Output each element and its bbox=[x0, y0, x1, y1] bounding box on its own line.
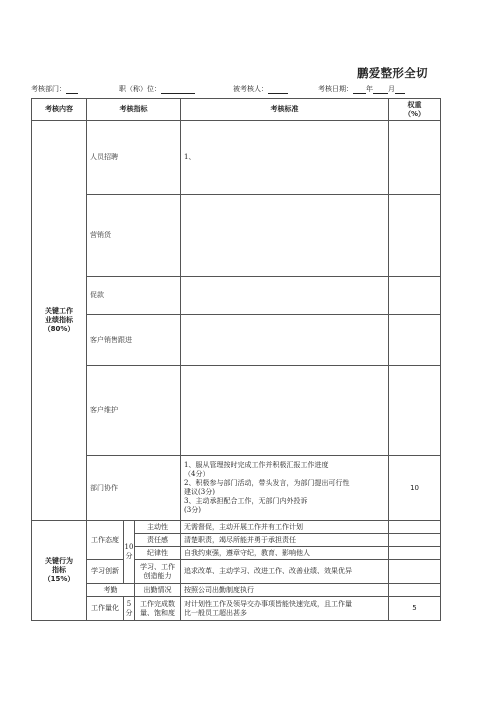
reviewee-blank[interactable] bbox=[268, 86, 288, 94]
attitude-score-cell bbox=[124, 521, 135, 584]
table-row bbox=[32, 456, 441, 521]
position-blank[interactable] bbox=[161, 86, 195, 94]
table-row bbox=[32, 121, 441, 195]
position-field bbox=[119, 84, 195, 94]
behavior-standard-cell bbox=[181, 597, 389, 621]
quantify-score-cell: 5分 bbox=[124, 597, 135, 621]
quantify-standard-line1: 对计划性工作及领导交办事项皆能快速完成，且工作量 bbox=[184, 599, 353, 608]
weight-cell[interactable] bbox=[389, 547, 441, 560]
standard-cell[interactable] bbox=[181, 195, 389, 277]
attendance-cell: 考勤 bbox=[87, 584, 135, 597]
header-weight-line2: （%） bbox=[404, 109, 426, 118]
behavior-standard-cell: 追求改革、主动学习、改进工作、改善业绩、效果优异 bbox=[181, 560, 389, 584]
position-label: 职（称）位： bbox=[119, 85, 161, 93]
section1-line2: 业绩指标 bbox=[45, 316, 73, 324]
learning-cell: 学习创新 bbox=[87, 560, 124, 584]
month-label: 月 bbox=[388, 85, 395, 93]
indicator-cell: 部门协作 bbox=[87, 456, 181, 521]
weight-cell[interactable] bbox=[389, 560, 441, 584]
standard-line: 1、服从管理按时完成工作并积极汇报工作进度 bbox=[184, 461, 329, 469]
behavior-item-cell: 纪律性 bbox=[135, 547, 181, 560]
table-row bbox=[32, 195, 441, 277]
year-label: 年 bbox=[366, 85, 373, 93]
attitude-score-line1: 10 bbox=[124, 543, 134, 551]
standard-line: (3分) bbox=[184, 506, 201, 514]
table-row bbox=[32, 277, 441, 315]
table-row bbox=[32, 584, 441, 597]
weight-cell[interactable] bbox=[389, 521, 441, 534]
page-title: 鹏爱整形全切 bbox=[357, 66, 428, 80]
weight-cell[interactable]: 10 bbox=[389, 456, 441, 521]
weight-cell[interactable] bbox=[389, 195, 441, 277]
weight-cell[interactable] bbox=[389, 534, 441, 547]
quantify-cell: 工作量化 bbox=[87, 597, 124, 621]
day-blank[interactable] bbox=[395, 86, 405, 94]
weight-cell[interactable] bbox=[389, 315, 441, 366]
weight-cell[interactable] bbox=[389, 584, 441, 597]
weight-cell[interactable] bbox=[389, 277, 441, 315]
standard-line: （4分） bbox=[184, 470, 210, 478]
header-weight bbox=[389, 99, 441, 121]
year-blank[interactable] bbox=[353, 86, 366, 94]
header-content: 考核内容 bbox=[32, 99, 87, 121]
behavior-item-cell: 责任感 bbox=[135, 534, 181, 547]
behavior-standard-cell: 按照公司出勤制度执行 bbox=[181, 584, 389, 597]
behavior-item-cell: 主动性 bbox=[135, 521, 181, 534]
indicator-cell: 促款 bbox=[87, 277, 181, 315]
standard-cell[interactable] bbox=[181, 456, 389, 521]
standard-line: 2、积极参与部门活动，带头发言，为部门提出可行性 bbox=[184, 479, 350, 487]
dept-blank[interactable] bbox=[66, 86, 78, 94]
learning-item-line2: 创造能力 bbox=[143, 571, 172, 580]
standard-cell[interactable]: 1、 bbox=[181, 121, 389, 195]
indicator-cell: 营销货 bbox=[87, 195, 181, 277]
dept-label: 考核部门： bbox=[31, 85, 66, 93]
assessment-table bbox=[31, 98, 441, 621]
reviewee-label: 被考核人： bbox=[233, 85, 268, 93]
table-header-row bbox=[32, 99, 441, 121]
weight-cell[interactable] bbox=[389, 121, 441, 195]
indicator-cell: 客户维护 bbox=[87, 366, 181, 456]
behavior-standard-cell: 自我约束强，遵章守纪，教育、影响他人 bbox=[181, 547, 389, 560]
indicator-cell: 客户销售跟进 bbox=[87, 315, 181, 366]
weight-cell[interactable]: 5 bbox=[389, 597, 441, 621]
standard-cell[interactable] bbox=[181, 315, 389, 366]
table-row bbox=[32, 560, 441, 584]
section-key-performance bbox=[32, 121, 87, 521]
date-field bbox=[318, 84, 405, 94]
section1-line1: 关键工作 bbox=[45, 307, 73, 315]
header-weight-line1: 权重 bbox=[407, 100, 422, 109]
behavior-item-cell bbox=[135, 597, 181, 621]
section2-line2: 指标 bbox=[52, 566, 66, 574]
attitude-score-line2: 分 bbox=[125, 552, 133, 560]
table-row bbox=[32, 315, 441, 366]
quantify-item-line2: 量、饱和度 bbox=[140, 608, 176, 617]
section2-line3: （15%） bbox=[43, 575, 75, 583]
month-blank[interactable] bbox=[373, 86, 388, 94]
section2-line1: 关键行为 bbox=[45, 557, 73, 565]
quantify-item-line1: 工作完成数 bbox=[140, 599, 176, 608]
reviewee-field bbox=[233, 84, 288, 94]
header-standard: 考核标准 bbox=[181, 99, 389, 121]
table-row bbox=[32, 597, 441, 621]
behavior-standard-cell: 无需督促，主动开展工作并有工作计划 bbox=[181, 521, 389, 534]
learning-item-line1: 学习、工作 bbox=[140, 562, 176, 571]
section1-line3: （80%） bbox=[43, 325, 75, 333]
dept-field bbox=[31, 84, 78, 94]
weight-cell[interactable] bbox=[389, 366, 441, 456]
section-key-behavior bbox=[32, 521, 87, 621]
standard-cell[interactable] bbox=[181, 277, 389, 315]
behavior-item-cell: 出勤情况 bbox=[135, 584, 181, 597]
date-label: 考核日期： bbox=[318, 85, 353, 93]
behavior-item-cell bbox=[135, 560, 181, 584]
indicator-cell: 人员招聘 bbox=[87, 121, 181, 195]
table-row bbox=[32, 521, 441, 534]
behavior-standard-cell: 清楚职责，竭尽所能并勇于承担责任 bbox=[181, 534, 389, 547]
standard-line: 建议(3分) bbox=[184, 488, 215, 496]
quantify-standard-line2: 比一般员工超出甚多 bbox=[184, 608, 248, 617]
table-row bbox=[32, 366, 441, 456]
header-indicator: 考核指标 bbox=[87, 99, 181, 121]
attitude-cell: 工作态度 bbox=[87, 521, 124, 560]
standard-cell[interactable] bbox=[181, 366, 389, 456]
standard-line: 3、主动承担配合工作，无部门内外投诉 bbox=[184, 497, 308, 505]
